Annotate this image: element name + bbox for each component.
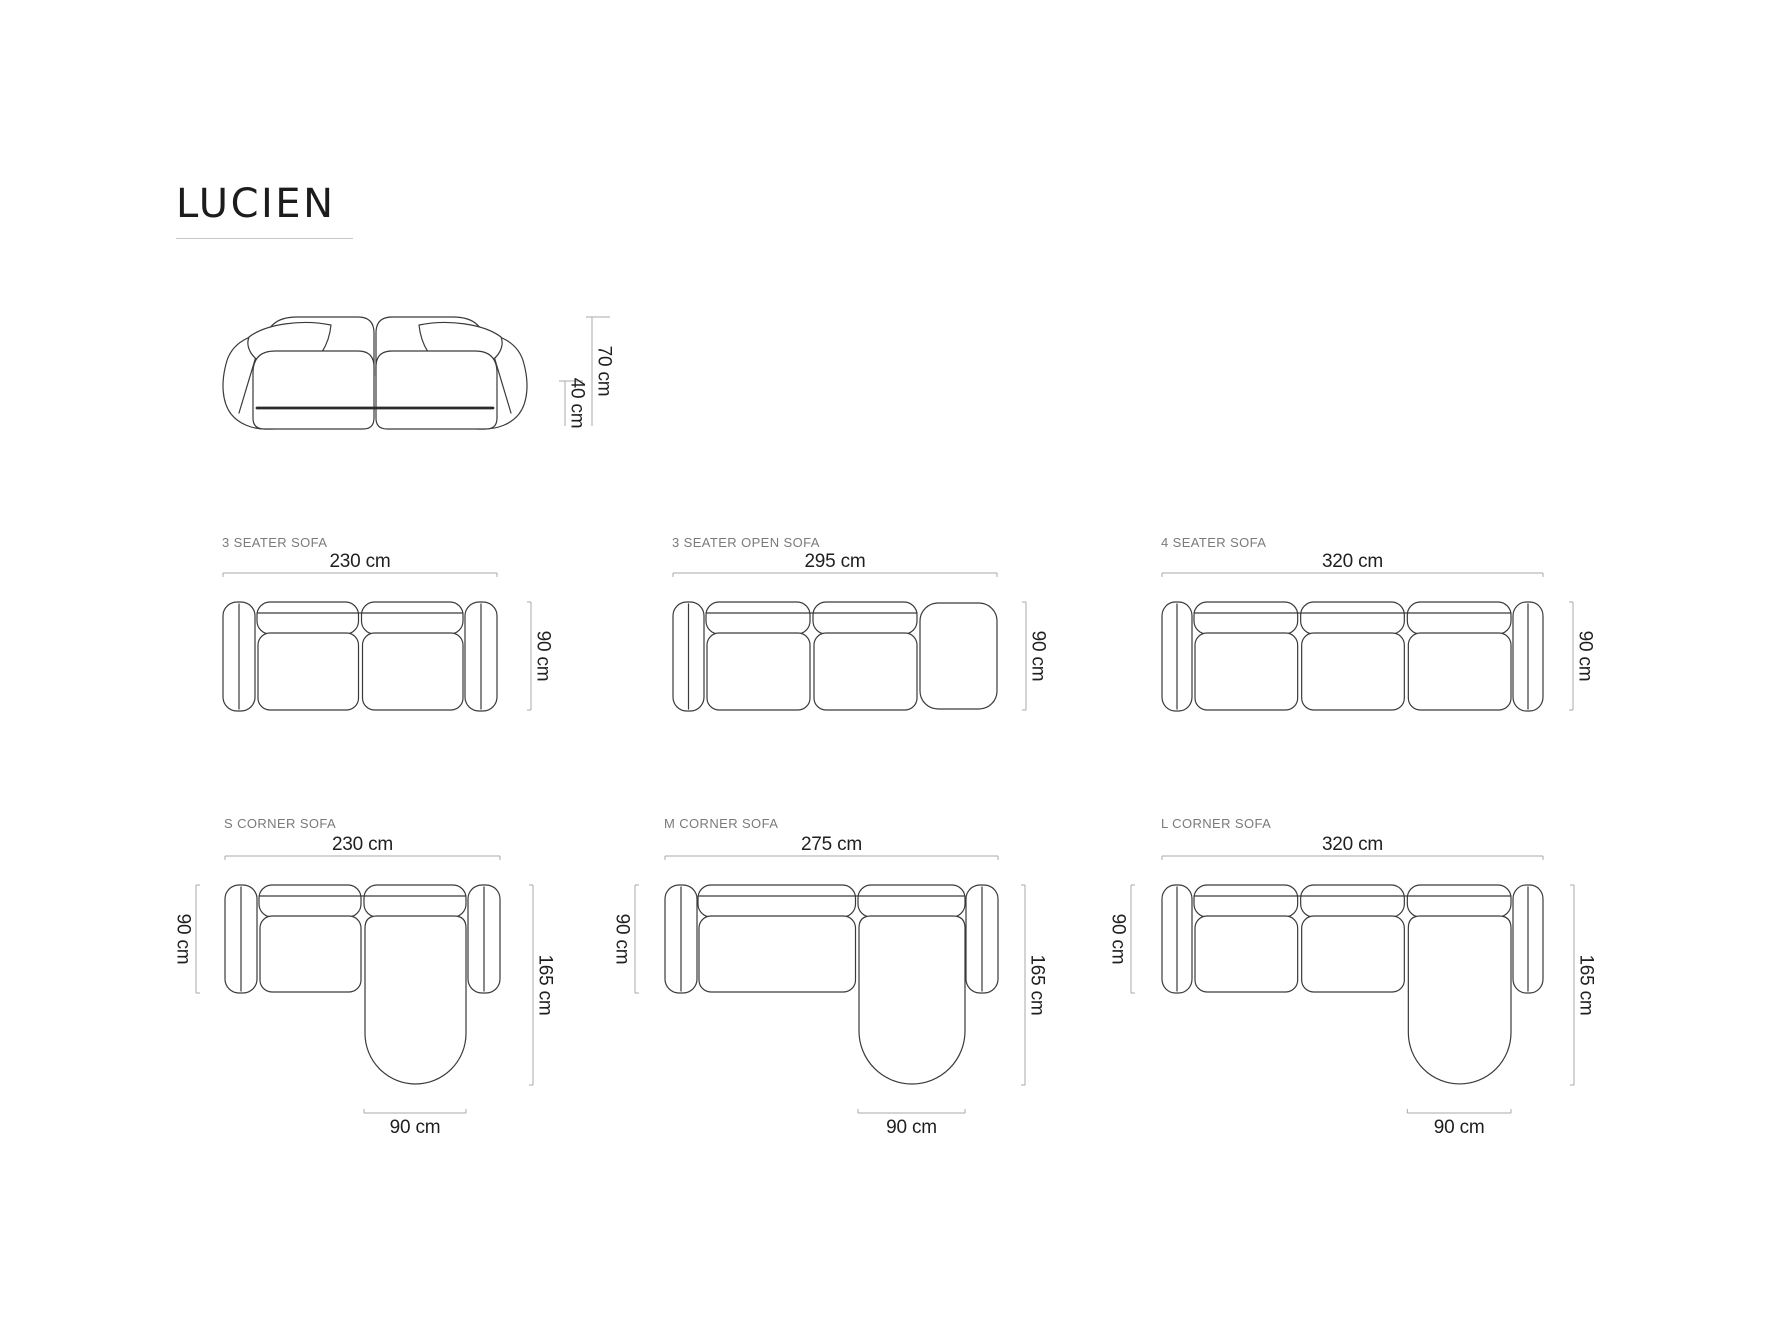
open-end-seat — [920, 603, 997, 709]
diagram-s-corner-sofa — [172, 816, 555, 1138]
back-cushion — [813, 602, 917, 634]
diagram-3-seater-open-sofa — [672, 535, 1048, 711]
seat-cushion — [1302, 633, 1405, 710]
back-cushion — [257, 602, 359, 634]
back-cushion — [1194, 602, 1298, 634]
back-cushion — [1407, 885, 1511, 917]
diagram-title: 3 SEATER SOFA — [222, 535, 328, 550]
seat-cushion — [699, 916, 856, 992]
width-dimension-label: 320 cm — [1321, 834, 1384, 855]
seat-height-label: 40 cm — [566, 377, 588, 429]
total-depth-dimension-label: 165 cm — [1026, 954, 1048, 1016]
width-dimension-label: 320 cm — [1321, 551, 1384, 572]
depth-dimension-label: 90 cm — [611, 913, 633, 965]
back-cushion — [858, 885, 965, 917]
diagram-title: L CORNER SOFA — [1161, 816, 1272, 831]
width-dimension-label: 230 cm — [329, 551, 391, 572]
seat-cushion — [707, 633, 810, 710]
diagram-l-corner-sofa — [1107, 816, 1596, 1138]
chaise-width-dimension-label: 90 cm — [886, 1117, 937, 1138]
diagram-3-seater-sofa — [222, 535, 553, 711]
page-title: LUCIEN — [176, 181, 336, 227]
width-dimension-label: 295 cm — [804, 551, 866, 572]
seat-cushion — [363, 633, 464, 710]
seat-cushion — [1408, 633, 1511, 710]
width-dimension-label: 230 cm — [331, 834, 394, 855]
chaise-seat — [859, 916, 965, 1084]
chaise-width-dimension-label: 90 cm — [389, 1117, 441, 1138]
total-height-label: 70 cm — [593, 345, 615, 397]
diagram-title: 4 SEATER SOFA — [1161, 535, 1267, 550]
back-cushion — [698, 885, 856, 917]
total-depth-dimension-label: 165 cm — [1575, 954, 1597, 1016]
chaise-seat — [365, 916, 466, 1084]
back-cushion — [1301, 885, 1405, 917]
back-cushion — [1407, 602, 1511, 634]
seat-cushion — [258, 633, 359, 710]
back-cushion — [706, 602, 810, 634]
back-cushion — [364, 885, 466, 917]
chaise-width-dimension-label: 90 cm — [1433, 1117, 1485, 1138]
seat-cushion — [1195, 916, 1298, 992]
front-view-sketch — [223, 317, 614, 429]
depth-dimension-label: 90 cm — [532, 630, 554, 682]
front-seat-cushion — [253, 351, 374, 429]
seat-cushion — [260, 916, 361, 992]
total-depth-dimension-label: 165 cm — [534, 954, 556, 1016]
seat-cushion — [1302, 916, 1405, 992]
diagram-m-corner-sofa — [611, 816, 1047, 1138]
diagram-title: S CORNER SOFA — [224, 816, 337, 831]
depth-dimension-label: 90 cm — [1027, 630, 1049, 682]
back-cushion — [1301, 602, 1405, 634]
depth-dimension-label: 90 cm — [1574, 630, 1596, 682]
back-cushion — [259, 885, 361, 917]
front-seat-cushion — [376, 351, 497, 429]
back-cushion — [1194, 885, 1298, 917]
back-cushion — [362, 602, 464, 634]
diagram-title: 3 SEATER OPEN SOFA — [672, 535, 820, 550]
depth-dimension-label: 90 cm — [1107, 913, 1129, 965]
diagram-title: M CORNER SOFA — [664, 816, 779, 831]
seat-cushion — [814, 633, 917, 710]
diagram-4-seater-sofa — [1161, 535, 1595, 711]
width-dimension-label: 275 cm — [800, 834, 863, 855]
seat-cushion — [1195, 633, 1298, 710]
depth-dimension-label: 90 cm — [172, 913, 194, 965]
chaise-seat — [1408, 916, 1511, 1084]
